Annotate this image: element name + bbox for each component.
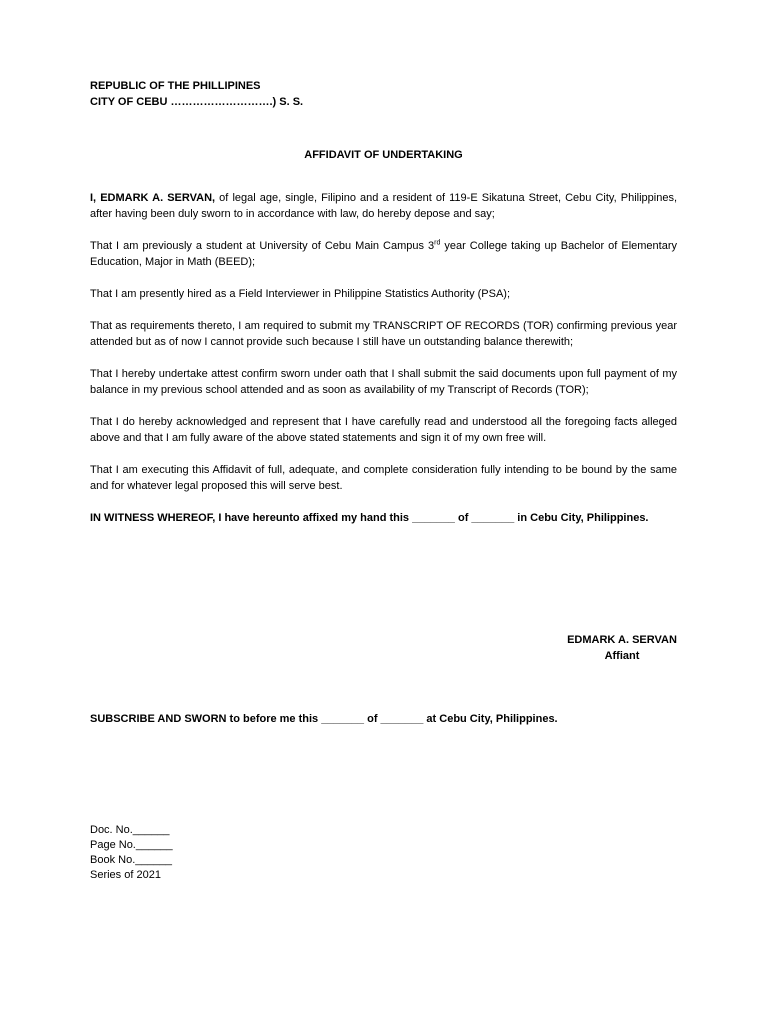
acknowledgement-paragraph: That I do hereby acknowledged and represent that I have carefully read and understood all the foregoing facts alleged above and that I am fully aware of the above stated statements and sign it of my own free will. xyxy=(90,416,677,444)
intro-text: of legal age, single, Filipino and a resident of 119-E Sikatuna Street, Cebu City, Philippines, after having been duly sworn to in accordance with law, do hereby depose and say; xyxy=(90,192,678,220)
page-number: Page No.______ xyxy=(90,839,173,851)
signature-block xyxy=(542,632,702,664)
employment-paragraph: That I am presently hired as a Field Interviewer in Philippine Statistics Authority (PSA); xyxy=(90,288,511,300)
subscribe-sworn-line: SUBSCRIBE AND SWORN to before me this _______ of _______ at Cebu City, Philippines. xyxy=(90,713,558,725)
doc-number: Doc. No.______ xyxy=(90,824,170,836)
student-paragraph xyxy=(90,238,677,270)
document-header xyxy=(90,78,677,110)
signature-role: Affiant xyxy=(604,650,640,662)
header-city: CITY OF CEBU ……………………….) S. S. xyxy=(90,96,304,108)
intro-paragraph xyxy=(90,190,677,222)
execution-paragraph: That I am executing this Affidavit of full, adequate, and complete consideration fully intending to be bound by the same and for whatever legal proposed this will serve best. xyxy=(90,464,677,492)
affidavit-page xyxy=(90,78,678,881)
requirements-paragraph: That as requirements thereto, I am required to submit my TRANSCRIPT OF RECORDS (TOR) confirming previous year attended but as of now I cannot provide such because I still have un outstanding balance therewith; xyxy=(90,320,677,348)
student-text-before: That I am previously a student at University of Cebu Main Campus 3 xyxy=(90,240,435,252)
book-number: Book No.______ xyxy=(90,854,172,866)
witness-paragraph: IN WITNESS WHEREOF, I have hereunto affixed my hand this _______ of _______ in Cebu City, Philippines. xyxy=(90,512,649,524)
document-title: AFFIDAVIT OF UNDERTAKING xyxy=(304,149,463,161)
signature-name: EDMARK A. SERVAN xyxy=(567,634,677,646)
student-text-after: year College taking up Bachelor of Elementary Education, Major in Math (BEED); xyxy=(90,240,677,268)
series-year: Series of 2021 xyxy=(90,869,161,881)
header-republic: REPUBLIC OF THE PHILLIPINES xyxy=(90,80,261,92)
notary-block xyxy=(90,823,173,883)
affiant-name-inline: I, EDMARK A. SERVAN, xyxy=(90,192,216,204)
undertaking-paragraph: That I hereby undertake attest confirm sworn under oath that I shall submit the said documents upon full payment of my balance in my previous school attended and as soon as availability of my Transcript of Records (TOR); xyxy=(90,368,677,396)
ordinal-superscript: rd xyxy=(434,239,441,247)
